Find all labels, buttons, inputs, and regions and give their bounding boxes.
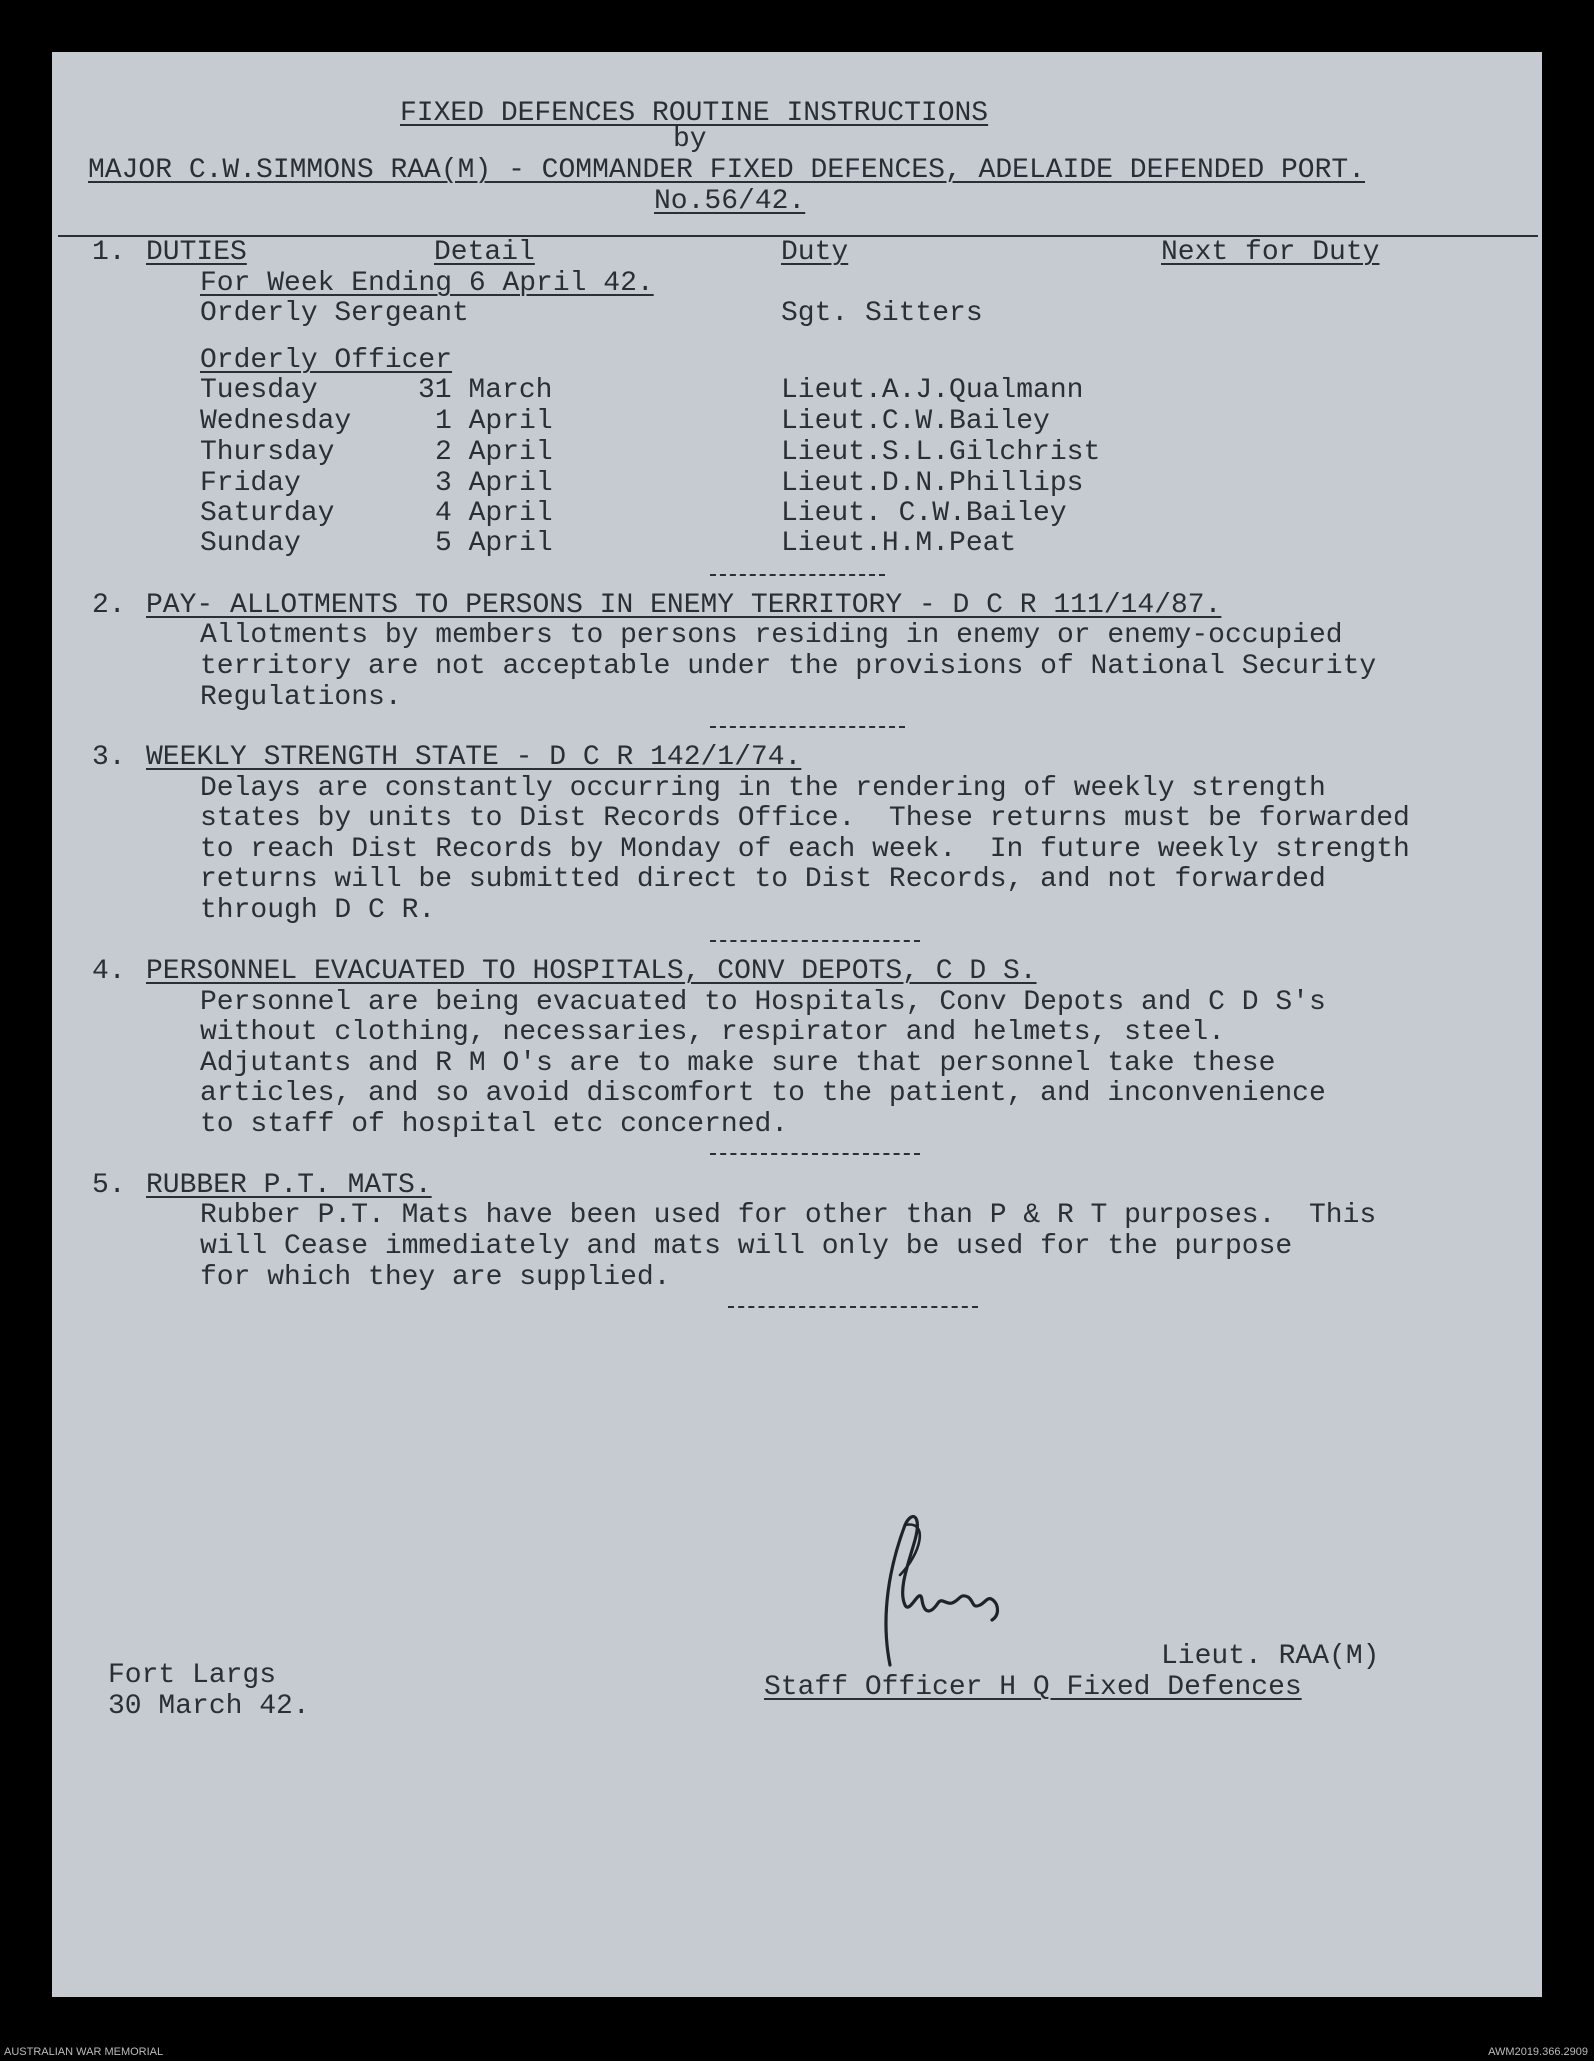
roster-day: Friday: [200, 468, 301, 499]
roster-date: 4 April: [435, 498, 553, 529]
roster-date: 5 April: [435, 528, 553, 559]
column-next-for-duty: Next for Duty: [1161, 237, 1380, 268]
item-text-line: Allotments by members to persons residing in enemy or enemy-occupied: [200, 620, 1343, 651]
roster-officer: Lieut.S.L.Gilchrist: [781, 437, 1101, 468]
orderly-officer-label: Orderly Officer: [200, 345, 453, 376]
roster-date: 3 April: [435, 468, 553, 499]
signature-image: [860, 1505, 1030, 1675]
archive-caption-left: AUSTRALIAN WAR MEMORIAL: [4, 2046, 164, 2058]
item-text-line: Personnel are being evacuated to Hospitals, Conv Depots and C D S's: [200, 987, 1326, 1018]
document-title: FIXED DEFENCES ROUTINE INSTRUCTIONS: [400, 98, 989, 129]
roster-day: Tuesday: [200, 375, 318, 406]
item-number: 2.: [92, 590, 126, 621]
column-detail: Detail: [434, 237, 535, 268]
orderly-sergeant-label: Orderly Sergeant: [200, 298, 469, 329]
roster-day: Thursday: [200, 437, 335, 468]
column-duty: Duty: [781, 237, 849, 268]
roster-date: 2 April: [435, 437, 553, 468]
item-text-line: articles, and so avoid discomfort to the patient, and inconvenience: [200, 1078, 1326, 1109]
item-text-line: to reach Dist Records by Monday of each week. In future weekly strength: [200, 834, 1410, 865]
item-text-line: returns will be submitted direct to Dist Records, and not forwarded: [200, 864, 1326, 895]
roster-officer: Lieut.C.W.Bailey: [781, 406, 1050, 437]
signatory-rank: Lieut. RAA(M): [1161, 1641, 1380, 1672]
roster-date: 1 April: [435, 406, 553, 437]
duties-number: 1.: [92, 237, 126, 268]
item-text-line: through D C R.: [200, 895, 436, 926]
item-text-line: will Cease immediately and mats will only be used for the purpose: [200, 1231, 1293, 1262]
issue-place: Fort Largs: [108, 1660, 277, 1691]
item-text-line: without clothing, necessaries, respirator and helmets, steel.: [200, 1017, 1225, 1048]
section-separator: [710, 726, 905, 728]
section-separator: [710, 574, 885, 576]
item-text-line: to staff of hospital etc concerned.: [200, 1109, 789, 1140]
roster-officer: Lieut.D.N.Phillips: [781, 468, 1084, 499]
section-separator: [710, 940, 920, 942]
item-heading: PAY- ALLOTMENTS TO PERSONS IN ENEMY TERRITORY - D C R 111/14/87.: [146, 590, 1222, 621]
roster-officer: Lieut.H.M.Peat: [781, 528, 1017, 559]
orderly-sergeant-name: Sgt. Sitters: [781, 298, 983, 329]
issuer-line: MAJOR C.W.SIMMONS RAA(M) - COMMANDER FIXED DEFENCES, ADELAIDE DEFENDED PORT.: [88, 155, 1366, 186]
section-separator: [728, 1306, 978, 1308]
item-text-line: Delays are constantly occurring in the rendering of weekly strength: [200, 773, 1326, 804]
section-separator: [710, 1153, 920, 1155]
item-text-line: for which they are supplied.: [200, 1262, 671, 1293]
item-heading: PERSONNEL EVACUATED TO HOSPITALS, CONV DEPOTS, C D S.: [146, 956, 1037, 987]
item-number: 4.: [92, 956, 126, 987]
item-text-line: Rubber P.T. Mats have been used for other than P & R T purposes. This: [200, 1200, 1377, 1231]
item-text-line: states by units to Dist Records Office. These returns must be forwarded: [200, 803, 1410, 834]
item-text-line: territory are not acceptable under the provisions of National Security: [200, 651, 1377, 682]
roster-date: 31 March: [418, 375, 553, 406]
roster-day: Wednesday: [200, 406, 352, 437]
roster-officer: Lieut. C.W.Bailey: [781, 498, 1067, 529]
roster-day: Saturday: [200, 498, 335, 529]
week-ending: For Week Ending 6 April 42.: [200, 268, 654, 299]
item-text-line: Adjutants and R M O's are to make sure that personnel take these: [200, 1048, 1276, 1079]
archive-caption-right: AWM2019.366.2909: [1488, 2046, 1588, 2058]
item-text-line: Regulations.: [200, 682, 402, 713]
signatory-appointment: Staff Officer H Q Fixed Defences: [764, 1672, 1302, 1703]
instruction-number: No.56/42.: [654, 186, 806, 217]
issue-date: 30 March 42.: [108, 1691, 310, 1722]
roster-officer: Lieut.A.J.Qualmann: [781, 375, 1084, 406]
item-number: 3.: [92, 742, 126, 773]
roster-day: Sunday: [200, 528, 301, 559]
item-heading: WEEKLY STRENGTH STATE - D C R 142/1/74.: [146, 742, 802, 773]
title-by: by: [673, 124, 707, 155]
duties-heading: DUTIES: [146, 237, 247, 268]
item-heading: RUBBER P.T. MATS.: [146, 1170, 432, 1201]
item-number: 5.: [92, 1170, 126, 1201]
